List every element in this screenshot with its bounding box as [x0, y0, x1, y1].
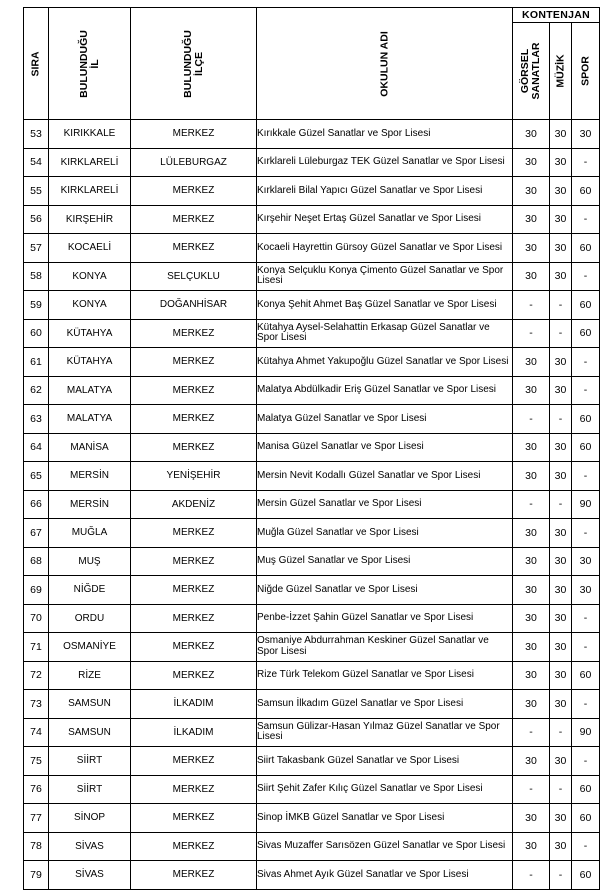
cell-sira: 55 [24, 177, 49, 206]
cell-spor: - [572, 633, 600, 662]
cell-sira: 74 [24, 718, 49, 747]
header-ilce: BULUNDUĞU İLÇE [131, 8, 257, 120]
cell-gorsel: 30 [513, 661, 550, 690]
cell-muzik: 30 [550, 832, 572, 861]
cell-okul: Sivas Muzaffer Sarısözen Güzel Sanatlar ve Spor Lisesi [257, 832, 513, 861]
cell-okul: Sinop İMKB Güzel Sanatlar ve Spor Lisesi [257, 804, 513, 833]
cell-gorsel: - [513, 319, 550, 348]
cell-sira: 76 [24, 775, 49, 804]
cell-ilce: SELÇUKLU [131, 262, 257, 291]
cell-ilce: MERKEZ [131, 861, 257, 890]
cell-spor: 60 [572, 234, 600, 263]
cell-okul: Muğla Güzel Sanatlar ve Spor Lisesi [257, 519, 513, 548]
table-row [24, 291, 600, 320]
cell-okul: Kütahya Aysel-Selahattin Erkasap Güzel Sanatlar ve Spor Lisesi [257, 319, 513, 348]
table-row [24, 718, 600, 747]
cell-spor: - [572, 690, 600, 719]
cell-muzik: - [550, 775, 572, 804]
cell-ilce: MERKEZ [131, 661, 257, 690]
cell-spor: 30 [572, 120, 600, 149]
cell-il: KONYA [49, 291, 131, 320]
cell-muzik: - [550, 405, 572, 434]
table-row [24, 205, 600, 234]
cell-muzik: 30 [550, 547, 572, 576]
cell-okul: Malatya Abdülkadir Eriş Güzel Sanatlar ve Spor Lisesi [257, 376, 513, 405]
table-row [24, 661, 600, 690]
cell-okul: Samsun Gülizar-Hasan Yılmaz Güzel Sanatlar ve Spor Lisesi [257, 718, 513, 747]
cell-il: MALATYA [49, 376, 131, 405]
cell-muzik: 30 [550, 205, 572, 234]
cell-gorsel: 30 [513, 177, 550, 206]
table-row [24, 690, 600, 719]
cell-ilce: MERKEZ [131, 775, 257, 804]
cell-ilce: YENİŞEHİR [131, 462, 257, 491]
cell-sira: 66 [24, 490, 49, 519]
cell-ilce: MERKEZ [131, 804, 257, 833]
cell-muzik: - [550, 718, 572, 747]
cell-muzik: 30 [550, 376, 572, 405]
cell-gorsel: 30 [513, 604, 550, 633]
cell-muzik: 30 [550, 747, 572, 776]
cell-sira: 54 [24, 148, 49, 177]
cell-spor: 60 [572, 861, 600, 890]
header-sira: SIRA [24, 8, 49, 120]
cell-il: MUŞ [49, 547, 131, 576]
cell-sira: 67 [24, 519, 49, 548]
cell-ilce: MERKEZ [131, 433, 257, 462]
cell-gorsel: - [513, 718, 550, 747]
cell-okul: Kütahya Ahmet Yakupoğlu Güzel Sanatlar ve Spor Lisesi [257, 348, 513, 377]
cell-okul: Kırklareli Bilal Yapıcı Güzel Sanatlar ve Spor Lisesi [257, 177, 513, 206]
cell-il: SAMSUN [49, 690, 131, 719]
cell-muzik: 30 [550, 262, 572, 291]
cell-gorsel: 30 [513, 262, 550, 291]
cell-spor: 90 [572, 490, 600, 519]
cell-gorsel: - [513, 291, 550, 320]
cell-spor: - [572, 519, 600, 548]
cell-il: MANİSA [49, 433, 131, 462]
cell-spor: - [572, 747, 600, 776]
cell-gorsel: 30 [513, 234, 550, 263]
cell-ilce: İLKADIM [131, 690, 257, 719]
header-muzik: MÜZİK [550, 23, 572, 120]
cell-il: SİVAS [49, 861, 131, 890]
cell-okul: Rize Türk Telekom Güzel Sanatlar ve Spor Lisesi [257, 661, 513, 690]
cell-spor: - [572, 148, 600, 177]
cell-gorsel: 30 [513, 690, 550, 719]
cell-okul: Konya Selçuklu Konya Çimento Güzel Sanatlar ve Spor Lisesi [257, 262, 513, 291]
cell-sira: 61 [24, 348, 49, 377]
cell-ilce: MERKEZ [131, 519, 257, 548]
cell-ilce: MERKEZ [131, 234, 257, 263]
cell-muzik: - [550, 861, 572, 890]
cell-muzik: 30 [550, 576, 572, 605]
cell-sira: 56 [24, 205, 49, 234]
cell-il: SİVAS [49, 832, 131, 861]
cell-sira: 78 [24, 832, 49, 861]
cell-sira: 59 [24, 291, 49, 320]
table-row [24, 462, 600, 491]
header-gorsel: GÖRSEL SANATLAR [513, 23, 550, 120]
cell-sira: 63 [24, 405, 49, 434]
header-kontenjan: KONTENJAN [513, 8, 600, 23]
cell-il: MUĞLA [49, 519, 131, 548]
cell-okul: Manisa Güzel Sanatlar ve Spor Lisesi [257, 433, 513, 462]
cell-spor: - [572, 604, 600, 633]
cell-okul: Siirt Şehit Zafer Kılıç Güzel Sanatlar ve Spor Lisesi [257, 775, 513, 804]
cell-il: SAMSUN [49, 718, 131, 747]
cell-muzik: 30 [550, 177, 572, 206]
cell-sira: 53 [24, 120, 49, 149]
cell-gorsel: 30 [513, 519, 550, 548]
cell-okul: Muş Güzel Sanatlar ve Spor Lisesi [257, 547, 513, 576]
kontenjan-table [23, 7, 600, 890]
cell-spor: 30 [572, 547, 600, 576]
cell-gorsel: - [513, 775, 550, 804]
cell-muzik: 30 [550, 519, 572, 548]
cell-muzik: 30 [550, 661, 572, 690]
cell-okul: Osmaniye Abdurrahman Keskiner Güzel Sanatlar ve Spor Lisesi [257, 633, 513, 662]
cell-spor: - [572, 376, 600, 405]
table-row [24, 604, 600, 633]
table-row [24, 747, 600, 776]
cell-spor: 60 [572, 433, 600, 462]
table-row [24, 547, 600, 576]
cell-sira: 58 [24, 262, 49, 291]
cell-muzik: 30 [550, 234, 572, 263]
cell-sira: 73 [24, 690, 49, 719]
table-row [24, 177, 600, 206]
cell-il: OSMANİYE [49, 633, 131, 662]
table-row [24, 775, 600, 804]
cell-gorsel: 30 [513, 804, 550, 833]
cell-gorsel: 30 [513, 148, 550, 177]
cell-sira: 70 [24, 604, 49, 633]
cell-gorsel: - [513, 490, 550, 519]
cell-ilce: MERKEZ [131, 604, 257, 633]
cell-gorsel: 30 [513, 633, 550, 662]
table-row [24, 319, 600, 348]
cell-muzik: 30 [550, 348, 572, 377]
table-row [24, 576, 600, 605]
cell-gorsel: 30 [513, 376, 550, 405]
cell-il: SİİRT [49, 775, 131, 804]
cell-ilce: MERKEZ [131, 205, 257, 234]
cell-gorsel: 30 [513, 462, 550, 491]
cell-spor: 60 [572, 177, 600, 206]
cell-il: KIRŞEHİR [49, 205, 131, 234]
cell-okul: Malatya Güzel Sanatlar ve Spor Lisesi [257, 405, 513, 434]
cell-ilce: MERKEZ [131, 376, 257, 405]
table-row [24, 519, 600, 548]
cell-ilce: MERKEZ [131, 633, 257, 662]
cell-ilce: MERKEZ [131, 576, 257, 605]
cell-il: SİİRT [49, 747, 131, 776]
table-row [24, 832, 600, 861]
cell-ilce: MERKEZ [131, 747, 257, 776]
cell-gorsel: 30 [513, 120, 550, 149]
table-row [24, 348, 600, 377]
table-row [24, 120, 600, 149]
cell-ilce: AKDENİZ [131, 490, 257, 519]
cell-spor: 60 [572, 804, 600, 833]
cell-il: MERSİN [49, 490, 131, 519]
cell-spor: 60 [572, 775, 600, 804]
cell-gorsel: - [513, 861, 550, 890]
table-row [24, 861, 600, 890]
cell-spor: - [572, 262, 600, 291]
cell-il: MERSİN [49, 462, 131, 491]
cell-muzik: 30 [550, 462, 572, 491]
cell-ilce: MERKEZ [131, 832, 257, 861]
cell-okul: Kırklareli Lüleburgaz TEK Güzel Sanatlar ve Spor Lisesi [257, 148, 513, 177]
header-okul: OKULUN ADI [257, 8, 513, 120]
cell-gorsel: 30 [513, 348, 550, 377]
cell-okul: Samsun İlkadım Güzel Sanatlar ve Spor Lisesi [257, 690, 513, 719]
cell-il: KÜTAHYA [49, 319, 131, 348]
cell-sira: 77 [24, 804, 49, 833]
cell-ilce: İLKADIM [131, 718, 257, 747]
cell-sira: 62 [24, 376, 49, 405]
cell-sira: 72 [24, 661, 49, 690]
cell-sira: 60 [24, 319, 49, 348]
cell-muzik: - [550, 490, 572, 519]
cell-muzik: - [550, 291, 572, 320]
cell-okul: Niğde Güzel Sanatlar ve Spor Lisesi [257, 576, 513, 605]
table-row [24, 633, 600, 662]
cell-muzik: 30 [550, 633, 572, 662]
cell-muzik: 30 [550, 690, 572, 719]
cell-il: RİZE [49, 661, 131, 690]
table-row [24, 262, 600, 291]
cell-gorsel: 30 [513, 832, 550, 861]
cell-il: KIRKLARELİ [49, 148, 131, 177]
cell-muzik: 30 [550, 120, 572, 149]
cell-muzik: 30 [550, 604, 572, 633]
cell-okul: Sivas Ahmet Ayık Güzel Sanatlar ve Spor Lisesi [257, 861, 513, 890]
cell-gorsel: 30 [513, 433, 550, 462]
cell-spor: 30 [572, 576, 600, 605]
cell-il: KOCAELİ [49, 234, 131, 263]
header-spor: SPOR [572, 23, 600, 120]
cell-il: MALATYA [49, 405, 131, 434]
table-row [24, 405, 600, 434]
cell-ilce: DOĞANHİSAR [131, 291, 257, 320]
cell-sira: 64 [24, 433, 49, 462]
cell-gorsel: 30 [513, 747, 550, 776]
cell-il: KIRKLARELİ [49, 177, 131, 206]
cell-il: KONYA [49, 262, 131, 291]
cell-gorsel: - [513, 405, 550, 434]
cell-okul: Mersin Nevit Kodallı Güzel Sanatlar ve Spor Lisesi [257, 462, 513, 491]
cell-okul: Kocaeli Hayrettin Gürsoy Güzel Sanatlar ve Spor Lisesi [257, 234, 513, 263]
cell-muzik: 30 [550, 804, 572, 833]
cell-spor: 90 [572, 718, 600, 747]
table-row [24, 376, 600, 405]
table-row [24, 433, 600, 462]
cell-spor: - [572, 832, 600, 861]
cell-spor: 60 [572, 405, 600, 434]
cell-sira: 57 [24, 234, 49, 263]
cell-spor: 60 [572, 661, 600, 690]
cell-spor: - [572, 205, 600, 234]
cell-ilce: MERKEZ [131, 547, 257, 576]
cell-ilce: MERKEZ [131, 120, 257, 149]
table-row [24, 234, 600, 263]
cell-sira: 75 [24, 747, 49, 776]
cell-ilce: MERKEZ [131, 405, 257, 434]
cell-muzik: 30 [550, 148, 572, 177]
cell-okul: Penbe-İzzet Şahin Güzel Sanatlar ve Spor Lisesi [257, 604, 513, 633]
cell-gorsel: 30 [513, 547, 550, 576]
table-row [24, 804, 600, 833]
cell-spor: - [572, 348, 600, 377]
cell-okul: Kırıkkale Güzel Sanatlar ve Spor Lisesi [257, 120, 513, 149]
cell-il: SİNOP [49, 804, 131, 833]
cell-muzik: 30 [550, 433, 572, 462]
header-il: BULUNDUĞU İL [49, 8, 131, 120]
cell-sira: 79 [24, 861, 49, 890]
table-row [24, 490, 600, 519]
cell-okul: Mersin Güzel Sanatlar ve Spor Lisesi [257, 490, 513, 519]
cell-il: KIRIKKALE [49, 120, 131, 149]
cell-muzik: - [550, 319, 572, 348]
cell-sira: 68 [24, 547, 49, 576]
cell-spor: 60 [572, 319, 600, 348]
cell-okul: Konya Şehit Ahmet Baş Güzel Sanatlar ve Spor Lisesi [257, 291, 513, 320]
cell-ilce: MERKEZ [131, 348, 257, 377]
cell-sira: 65 [24, 462, 49, 491]
cell-spor: - [572, 462, 600, 491]
cell-il: NİĞDE [49, 576, 131, 605]
cell-gorsel: 30 [513, 576, 550, 605]
cell-ilce: LÜLEBURGAZ [131, 148, 257, 177]
cell-spor: 60 [572, 291, 600, 320]
cell-il: KÜTAHYA [49, 348, 131, 377]
cell-sira: 69 [24, 576, 49, 605]
cell-sira: 71 [24, 633, 49, 662]
cell-gorsel: 30 [513, 205, 550, 234]
cell-il: ORDU [49, 604, 131, 633]
cell-okul: Kırşehir Neşet Ertaş Güzel Sanatlar ve Spor Lisesi [257, 205, 513, 234]
cell-okul: Siirt Takasbank Güzel Sanatlar ve Spor Lisesi [257, 747, 513, 776]
cell-ilce: MERKEZ [131, 319, 257, 348]
table-row [24, 148, 600, 177]
cell-ilce: MERKEZ [131, 177, 257, 206]
